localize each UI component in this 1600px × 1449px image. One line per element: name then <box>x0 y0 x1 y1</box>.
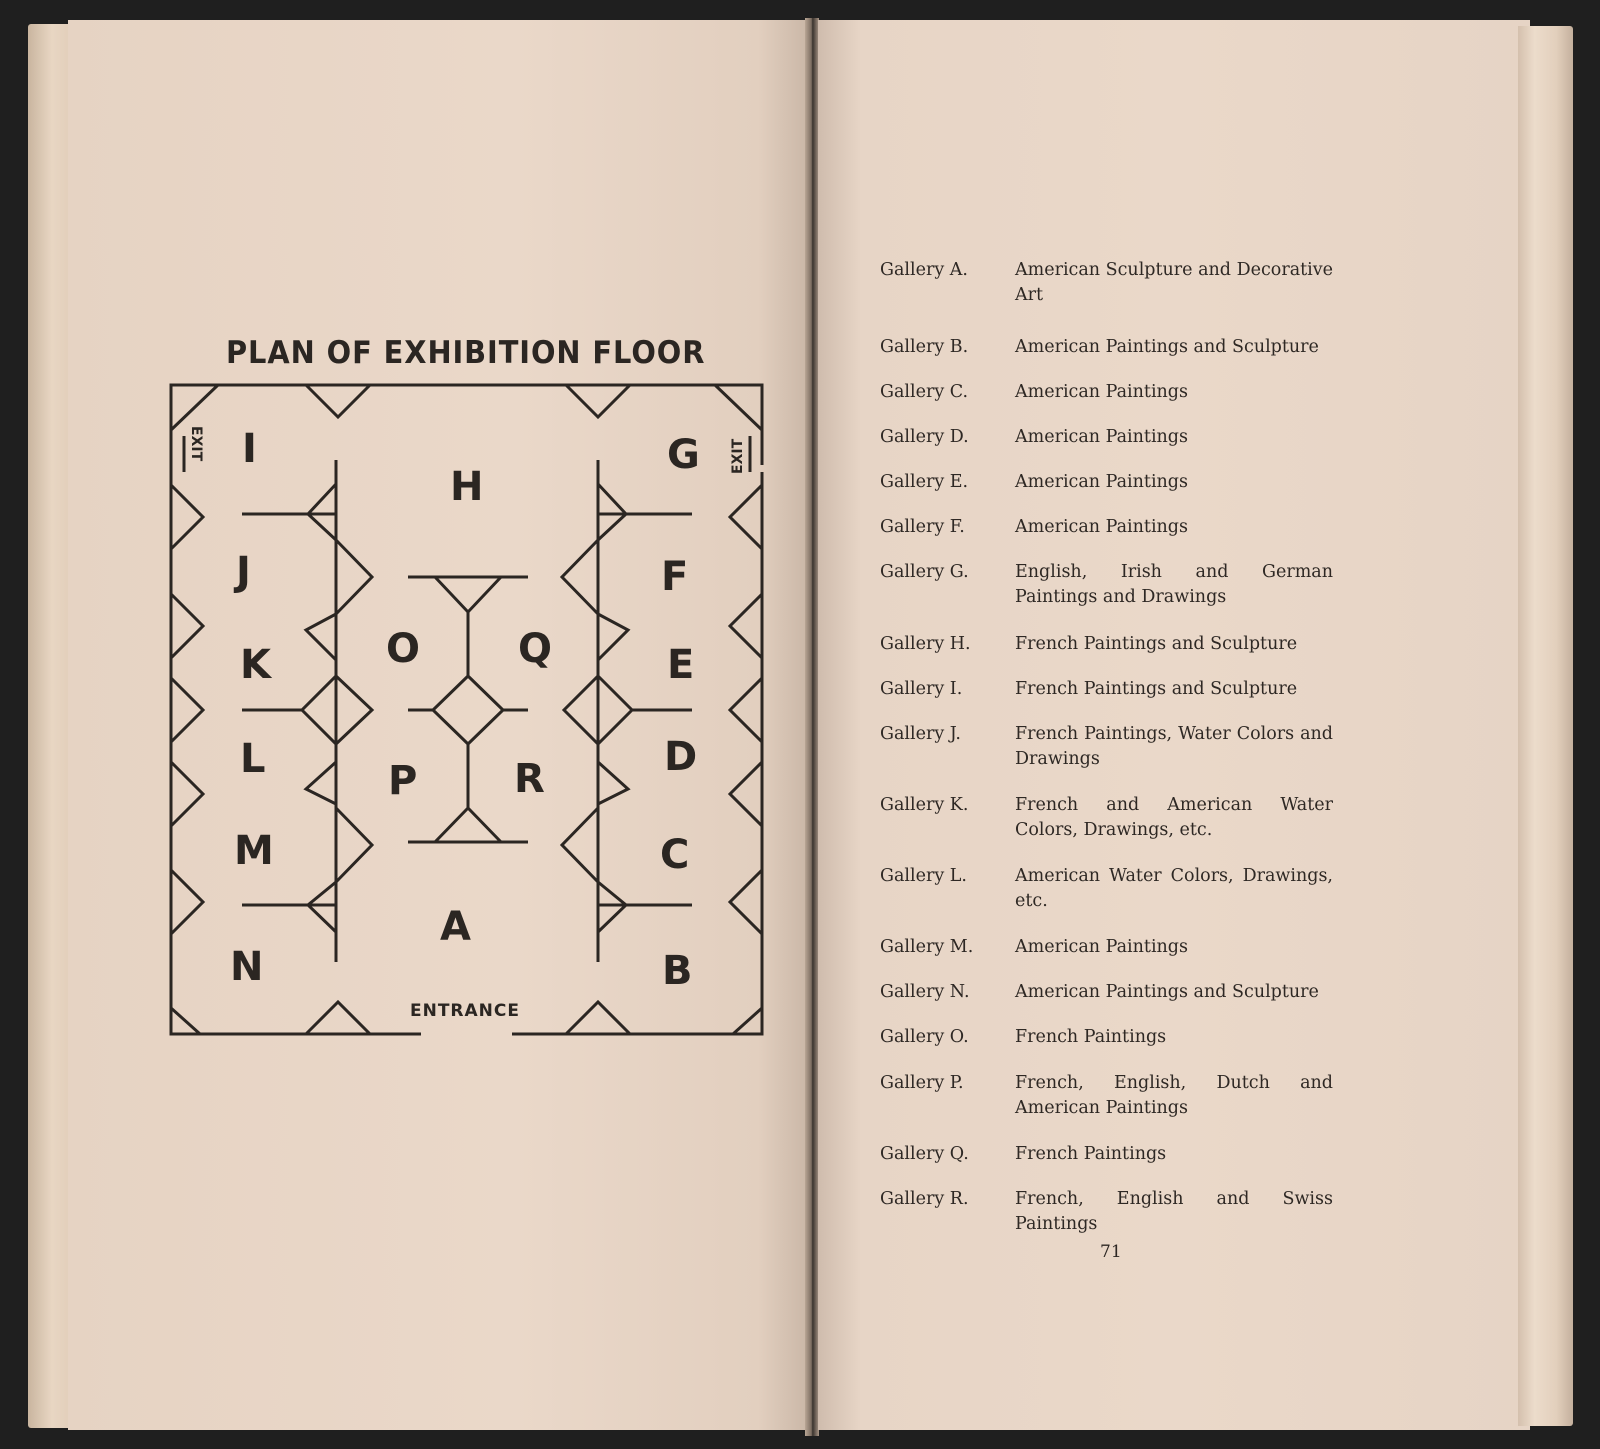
wall-triangle <box>730 762 762 826</box>
wall-triangle <box>171 762 203 826</box>
wall-triangle <box>730 678 762 742</box>
gallery-letter-n: N <box>230 944 264 990</box>
gallery-name: Gallery O. <box>880 1027 969 1047</box>
outer-wall <box>512 472 762 1034</box>
corner-wall <box>171 385 218 430</box>
gallery-letter-c: C <box>660 832 690 878</box>
gallery-letter-a: A <box>440 904 471 950</box>
gallery-name: Gallery M. <box>880 937 974 957</box>
exit-label-right: EXIT <box>730 438 746 474</box>
wall-triangle <box>730 485 762 549</box>
gallery-name: Gallery J. <box>880 724 961 744</box>
gallery-description: French and American Water Colors, Drawings, etc. <box>1015 795 1333 840</box>
gallery-name: Gallery B. <box>880 337 969 357</box>
outer-wall <box>171 472 421 1034</box>
gallery-name: Gallery G. <box>880 562 969 582</box>
gallery-description: American Sculpture and Decorative Art <box>1015 260 1333 305</box>
gallery-name: Gallery E. <box>880 472 969 492</box>
entrance-label: ENTRANCE <box>410 1001 520 1021</box>
gallery-name: Gallery D. <box>880 427 969 447</box>
wall-triangle <box>171 678 203 742</box>
gallery-name: Gallery H. <box>880 634 971 654</box>
gallery-name: Gallery Q. <box>880 1144 969 1164</box>
wall-triangle <box>306 385 370 417</box>
gallery-name: Gallery R. <box>880 1189 969 1209</box>
gallery-description: American Paintings <box>1015 937 1188 957</box>
wall-triangle <box>566 1002 630 1034</box>
gallery-letter-h: H <box>450 464 484 510</box>
gallery-description: French Paintings and Sculpture <box>1015 679 1298 699</box>
gallery-name: Gallery C. <box>880 382 969 402</box>
wall-triangle <box>730 594 762 658</box>
wall-triangle <box>171 485 203 549</box>
gallery-letter-j: J <box>236 549 251 595</box>
wall-triangle <box>306 1002 370 1034</box>
gallery-description: American Paintings <box>1015 517 1188 537</box>
gallery-description: French Paintings <box>1015 1144 1167 1164</box>
exit-label-left: EXIT <box>188 426 204 462</box>
gallery-letter-l: L <box>240 736 266 782</box>
gallery-name: Gallery I. <box>880 679 963 699</box>
gallery-letter-p: P <box>388 758 418 804</box>
gallery-letter-r: R <box>514 756 545 802</box>
gallery-name: Gallery N. <box>880 982 970 1002</box>
gallery-description: English, Irish and German Paintings and Drawings <box>1015 562 1333 607</box>
gallery-description: French, English and Swiss Paintings <box>1015 1189 1333 1234</box>
gallery-letter-f: F <box>661 554 689 600</box>
gallery-description: French Paintings and Sculpture <box>1015 634 1298 654</box>
wall-triangle <box>171 594 203 658</box>
gallery-description: French, English, Dutch and American Paintings <box>1015 1073 1333 1118</box>
gallery-description: French Paintings <box>1015 1027 1167 1047</box>
wall-triangle <box>730 870 762 934</box>
page-number: 71 <box>1100 1242 1122 1262</box>
wall-triangle <box>566 385 630 417</box>
gallery-description: American Water Colors, Drawings, etc. <box>1015 866 1333 911</box>
gallery-letter-i: I <box>242 426 257 472</box>
gallery-name: Gallery F. <box>880 517 965 537</box>
gallery-letter-e: E <box>667 642 695 688</box>
gallery-letter-q: Q <box>518 626 553 672</box>
gallery-letter-g: G <box>667 432 700 478</box>
gallery-description: American Paintings <box>1015 472 1188 492</box>
gallery-letter-m: M <box>234 828 274 874</box>
gallery-description: American Paintings <box>1015 427 1188 447</box>
gallery-letter-o: O <box>386 626 421 672</box>
corner-wall <box>733 1008 762 1034</box>
diamond-pedestal <box>433 676 503 744</box>
gallery-name: Gallery K. <box>880 795 969 815</box>
gallery-description: American Paintings and Sculpture <box>1015 337 1319 357</box>
plan-title: PLAN OF EXHIBITION FLOOR <box>226 335 706 371</box>
gallery-name: Gallery P. <box>880 1073 964 1093</box>
wall-triangle <box>171 870 203 934</box>
gallery-letter-k: K <box>240 642 271 688</box>
gallery-description: American Paintings and Sculpture <box>1015 982 1319 1002</box>
gallery-name: Gallery L. <box>880 866 967 886</box>
corner-wall <box>715 385 762 430</box>
gallery-letter-b: B <box>662 948 693 994</box>
gallery-description: American Paintings <box>1015 382 1188 402</box>
gallery-letter-d: D <box>664 734 698 780</box>
corner-wall <box>171 1008 200 1034</box>
gallery-name: Gallery A. <box>880 260 968 280</box>
gallery-description: French Paintings, Water Colors and Drawings <box>1015 724 1333 769</box>
